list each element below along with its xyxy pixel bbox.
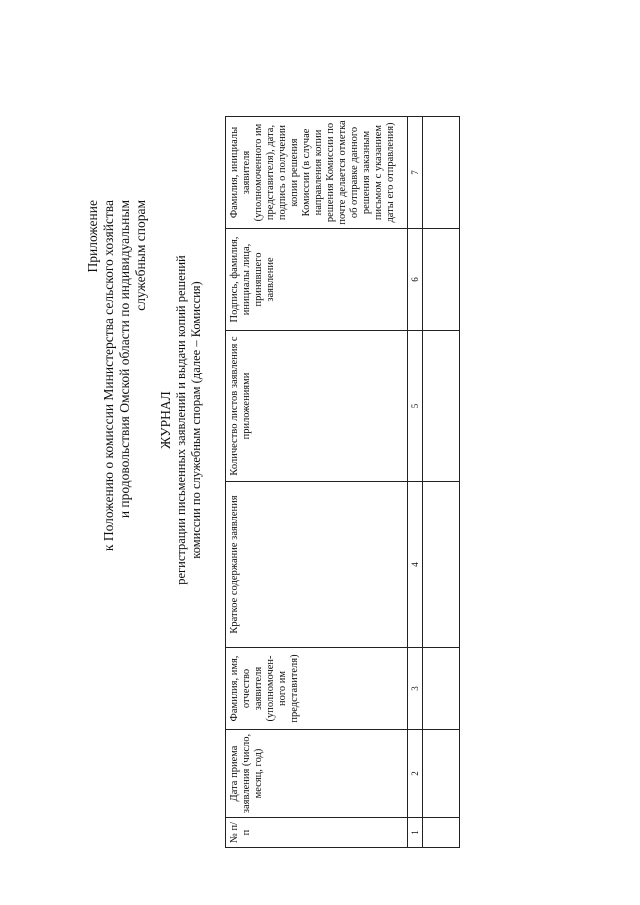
header-cell-applicant: Фамилия, имя, отчество заявителя (уполномочен-ного им представителя) xyxy=(226,648,408,730)
journal-title: ЖУРНАЛ xyxy=(158,391,173,449)
journal-subtitle-line: регистрации письменных заявлений и выдачи копий решений xyxy=(174,255,188,585)
column-number-cell: 4 xyxy=(408,482,423,648)
table-column-number-row xyxy=(408,117,423,848)
header-cell-summary: Краткое содержание заявления xyxy=(226,482,408,648)
header-cell-date: Дата приема заявления (число, месяц, год) xyxy=(226,730,408,818)
header-cell-receiver-signature: Подпись, фамилия, инициалы лица, принявшего заявление xyxy=(226,229,408,331)
appendix-line: Приложение xyxy=(85,200,100,273)
journal-table xyxy=(225,116,460,848)
appendix-line: служебным спорам xyxy=(133,200,148,311)
column-number-cell: 5 xyxy=(408,331,423,482)
header-cell-copy-receipt: Фамилия, инициалы заявителя (уполномоченного им представителя), дата, подпись о получении копии решения Комиссии (в случае направления копии решения Комиссии по почте делается отметка об отправке данного решения заказным письмом с указанием даты его отправления) xyxy=(226,117,408,229)
empty-cell xyxy=(423,818,460,848)
appendix-line: и продовольствия Омской области по индивидуальным xyxy=(117,200,132,519)
column-number-cell: 7 xyxy=(408,117,423,229)
empty-cell xyxy=(423,229,460,331)
column-number-cell: 3 xyxy=(408,648,423,730)
journal-subtitle-line: комиссии по служебным спорам (далее – Комиссия) xyxy=(189,281,203,559)
appendix-block xyxy=(85,200,149,660)
table-header-row xyxy=(226,117,408,848)
empty-cell xyxy=(423,648,460,730)
empty-cell xyxy=(423,482,460,648)
header-cell-number: № п/п xyxy=(226,818,408,848)
appendix-line: к Положению о комиссии Министерства сельского хозяйства xyxy=(101,200,116,552)
empty-cell xyxy=(423,117,460,229)
empty-cell xyxy=(423,331,460,482)
column-number-cell: 6 xyxy=(408,229,423,331)
journal-heading xyxy=(158,120,204,720)
table-row xyxy=(423,117,460,848)
column-number-cell: 1 xyxy=(408,818,423,848)
empty-cell xyxy=(423,730,460,818)
header-cell-page-count: Количество листов заявления с приложениями xyxy=(226,331,408,482)
column-number-cell: 2 xyxy=(408,730,423,818)
